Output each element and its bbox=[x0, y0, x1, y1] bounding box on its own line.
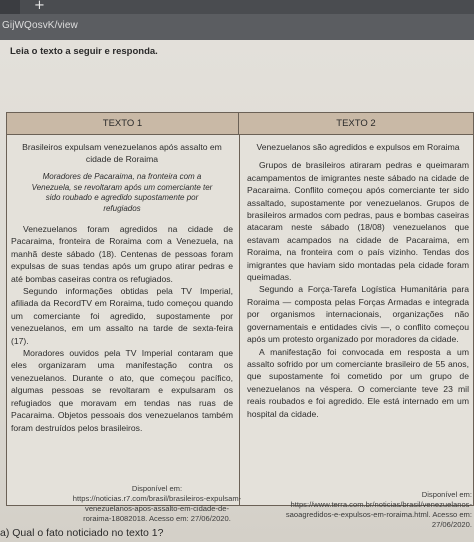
paragraph: Segundo informações obtidas pela TV Imperial, afiliada da RecordTV em Roraima, tudo começou quando um comerciante foi agredido, supostamente por venezuelanos, em um assalto na tarde de sexta-feira (17). bbox=[11, 286, 233, 346]
comparison-table bbox=[6, 112, 474, 506]
texto-2-body bbox=[247, 159, 469, 420]
texto-1-source: Disponível em: https://noticias.r7.com/brasil/brasileiros-expulsam-venezuelanos-apos-assalto-em-cidade-de-roraima-18082018. Acesso em: 27/06/2020. bbox=[72, 484, 242, 523]
texto-1-body bbox=[11, 223, 233, 434]
texto-2-headline: Venezuelanos são agredidos e expulsos em Roraima bbox=[256, 142, 460, 152]
new-tab-button[interactable]: + bbox=[34, 0, 45, 13]
paragraph: Venezuelanos foram agredidos na cidade de Pacaraima, fronteira de Roraima com a Venezuela, na manhã deste sábado (18). Centenas de pessoas foram expulsas de suas tendas após um grupo atirar pedras e até bombas caseiras contra os refugiados. bbox=[11, 224, 233, 284]
table-header-texto-2: TEXTO 2 bbox=[239, 113, 473, 135]
instruction-text: Leia o texto a seguir e responda. bbox=[10, 46, 158, 57]
url-text[interactable]: GijWQosvK/view bbox=[2, 20, 78, 31]
paragraph: Grupos de brasileiros atiraram pedras e queimaram acampamentos de imigrantes neste sábado na cidade de Pacaraima. Conflito começou após comerciante ter sido assaltado, supostamente por venezuelanos. Grupos de brasileiros armados com pedras, paus e bombas caseiras atacaram neste sábado (18/08) venezuelanos que estavam acampados na cidade de Pacaraima, em Roraima, na fronteira com o país vizinho. Tendas dos imigrantes que haviam sido montadas pela cidade foram queimadas. bbox=[247, 160, 469, 283]
texto-2-column bbox=[247, 141, 469, 420]
texto-1-subhead: Moradores de Pacaraima, na fronteira com a Venezuela, se revoltaram após um comerciante ter sido roubado e agredido supostamente por refugiados bbox=[31, 171, 213, 214]
table-header-texto-1: TEXTO 1 bbox=[7, 113, 239, 135]
browser-tab-strip bbox=[0, 0, 474, 14]
texto-1-headline: Brasileiros expulsam venezuelanos após assalto em cidade de Roraima bbox=[22, 142, 222, 165]
column-divider bbox=[239, 135, 240, 505]
paragraph: A manifestação foi convocada em resposta a um assalto sofrido por um comerciante brasileiro de 55 anos, que supostamente foi cometido por um grupo de venezuelanos na véspera. O comerciante teve 23 mil reais roubados e foi agredido. Ele está internado em um hospital da cidade. bbox=[247, 346, 469, 419]
paragraph: Moradores ouvidos pela TV Imperial contaram que eles organizaram uma manifestação contra os venezuelanos. Durante o ato, que começou pacífico, algumas pessoas se revoltaram e expulsaram os refugiados que moravam em tendas nas ruas de Pacaraima. Objetos pessoais dos venezuelanos também foram destruídos pelos brasileiros. bbox=[11, 348, 233, 433]
browser-tab[interactable] bbox=[0, 0, 20, 14]
paragraph: Segundo a Força-Tarefa Logística Humanitária para Roraima — composta pelas Forças Armadas e integrada por organismos internacionais, organizações não governamentais e entidades civis —, o conflito começou após um protesto organizado por moradores da cidade. bbox=[247, 284, 469, 345]
texto-2-source: Disponível em: https://www.terra.com.br/noticias/brasil/venezuelanos-saoagredidos-e-expulsos-em-roraima.html. Acesso em: 27/06/2020. bbox=[285, 490, 472, 529]
address-bar[interactable] bbox=[0, 14, 474, 40]
texto-1-column bbox=[11, 141, 233, 434]
question-a: a) Qual o fato noticiado no texto 1? bbox=[0, 527, 164, 539]
